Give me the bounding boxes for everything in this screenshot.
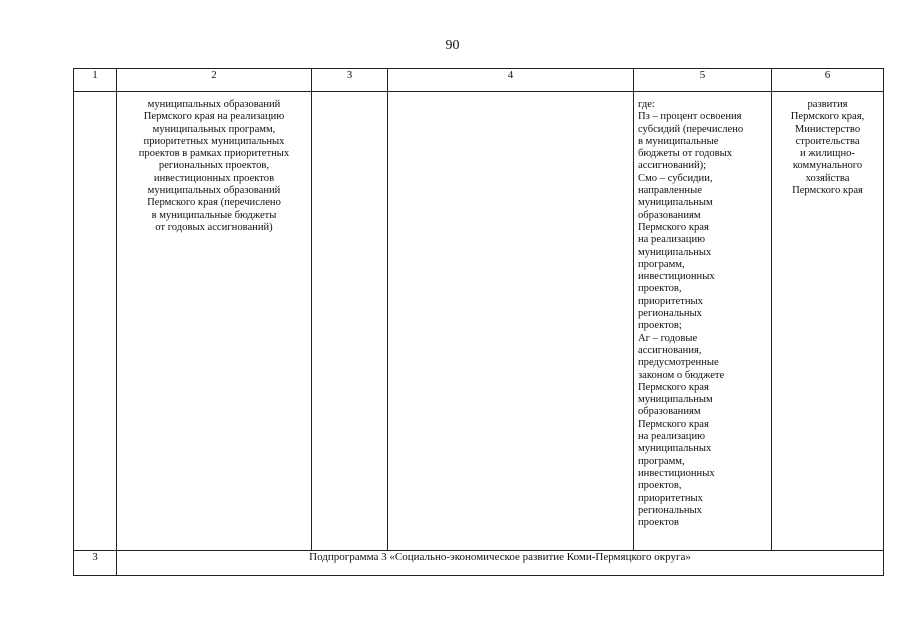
text-line: проектов	[638, 517, 679, 529]
text-line: Пермского края	[638, 418, 709, 430]
text-line: законом о бюджете	[638, 369, 725, 381]
text-line: направленные	[638, 185, 702, 197]
text-line: программ,	[638, 455, 685, 467]
text-line: Пермского края на реализацию	[143, 111, 285, 123]
header-col-2: 2	[117, 69, 312, 92]
indicator-table	[73, 68, 884, 576]
text-line: Пермского края	[638, 381, 709, 393]
header-col-5: 5	[634, 69, 772, 92]
text-line: муниципальных программ,	[152, 123, 276, 135]
text-line: региональных	[638, 504, 702, 516]
text-line: муниципальных	[638, 246, 712, 258]
text-line: на реализацию	[638, 234, 706, 246]
text-line: проектов;	[638, 320, 682, 332]
table-row	[74, 92, 884, 551]
text-line: приоритетных	[638, 492, 703, 504]
text-line: региональных проектов,	[158, 160, 270, 172]
text-line: и жилищно-	[800, 148, 855, 160]
header-col-6: 6	[772, 69, 884, 92]
text-line: хозяйства	[805, 172, 850, 184]
text-line: Пермского края (перечислено	[147, 197, 281, 209]
table-header-row	[74, 69, 884, 92]
cell-col-3	[312, 92, 388, 551]
subprogram-title: Подпрограмма 3 «Социально-экономическое развитие Коми-Пермяцкого округа»	[117, 551, 884, 576]
text-line: приоритетных	[638, 295, 703, 307]
header-col-4: 4	[388, 69, 634, 92]
text-line: субсидий (перечислено	[638, 123, 744, 135]
text-line: проектов в рамках приоритетных	[138, 148, 290, 160]
text-line: от годовых ассигнований)	[155, 221, 273, 233]
text-line: проектов,	[638, 283, 682, 295]
text-line: инвестиционных	[638, 467, 715, 479]
cell-responsible	[772, 92, 884, 551]
text-line: на реализацию	[638, 431, 706, 443]
subprogram-number: 3	[74, 551, 117, 576]
text-line: развития	[807, 99, 848, 110]
text-line: коммунального	[792, 160, 863, 172]
text-line: региональных	[638, 308, 702, 320]
subprogram-row	[74, 551, 884, 576]
text-line: предусмотренные	[638, 357, 719, 369]
cell-indicator-name	[117, 92, 312, 551]
text-line: муниципальных образований	[147, 185, 281, 197]
text-line: в муниципальные бюджеты	[151, 209, 277, 221]
text-line: образованиям	[638, 406, 701, 418]
text-line: муниципальных	[638, 443, 712, 455]
text-line: Пермского края,	[790, 111, 865, 123]
text-line: бюджеты от годовых	[638, 148, 733, 160]
text-line: муниципальным	[638, 394, 713, 406]
text-line: Министерство	[794, 123, 861, 135]
header-col-1: 1	[74, 69, 117, 92]
cell-col-4	[388, 92, 634, 551]
text-line: в муниципальные	[638, 135, 719, 147]
header-col-3: 3	[312, 69, 388, 92]
text-line: ассигнований);	[638, 160, 707, 172]
page-number: 90	[445, 38, 460, 53]
text-line: Пз – процент освоения	[638, 111, 742, 123]
text-line: программ,	[638, 258, 685, 270]
text-line: Аг – годовые	[638, 332, 698, 344]
cell-col-1	[74, 92, 117, 551]
text-line: приоритетных муниципальных	[143, 135, 285, 147]
text-line: Смо – субсидии,	[638, 172, 713, 184]
text-line: где:	[638, 99, 655, 110]
text-line: муниципальным	[638, 197, 713, 209]
text-line: проектов,	[638, 480, 682, 492]
cell-formula-description	[634, 92, 772, 551]
text-line: строительства	[795, 135, 860, 147]
text-line: муниципальных образований	[147, 99, 281, 110]
text-line: инвестиционных	[638, 271, 715, 283]
text-line: образованиям	[638, 209, 701, 221]
text-line: инвестиционных проектов	[153, 172, 275, 184]
text-line: ассигнования,	[638, 344, 702, 356]
text-line: Пермского края	[792, 185, 863, 197]
text-line: Пермского края	[638, 221, 709, 233]
